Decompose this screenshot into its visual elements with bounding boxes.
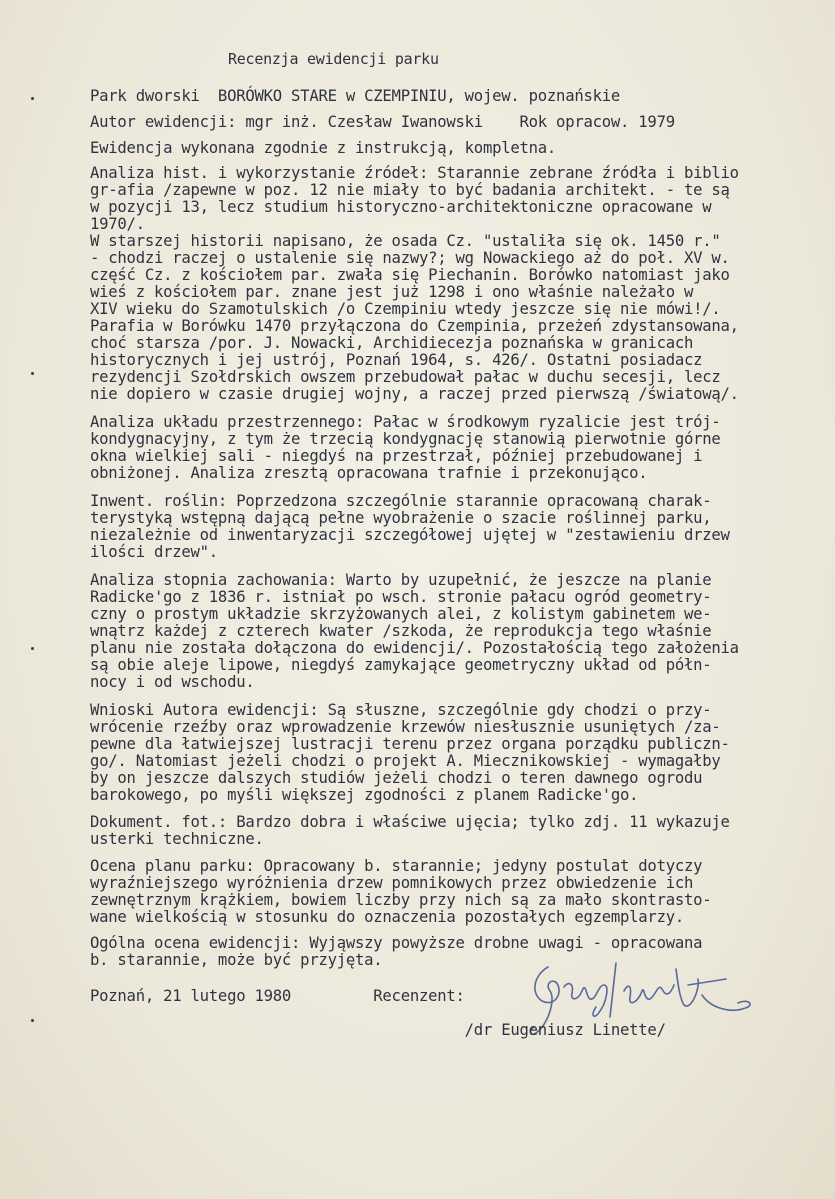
text-line: wyraźniejszego wyróżnienia drzew pomnikowych przez obwiedzenie ich (90, 874, 694, 892)
text-line: Radicke'go z 1836 r. istniał po wsch. stronie pałacu ogród geometry- (90, 588, 712, 606)
text-line: pewne dla łatwiejszej lustracji terenu przez organa porządku publiczn- (90, 735, 730, 753)
text-line: by on jeszcze dalszych studiów jeżeli chodzi o teren dawnego ogrodu (90, 769, 703, 787)
text-line: obniżonej. Analiza zresztą opracowana trafnie i przekonująco. (90, 464, 648, 482)
text-line: Ocena planu parku: Opracowany b. starannie; jedyny postulat dotyczy (90, 857, 703, 875)
text-line: W starszej historii napisano, że osada Cz. "ustaliła się ok. 1450 r." (90, 232, 721, 250)
text-line: kondygnacyjny, z tym że trzecią kondygnację stanowią pierwotnie górne (90, 430, 721, 448)
author-line: Autor ewidencji: mgr inż. Czesław Iwanowski Rok opracow. 1979 (90, 113, 675, 131)
park-name-line: Park dworski BORÓWKO STARE w CZEMPINIU, wojew. poznańskie (90, 87, 621, 105)
text-line: Parafia w Borówku 1470 przyłączona do Czempinia, przeżeń zdystansowana, (90, 317, 739, 335)
text-line: zewnętrznym krążkiem, bowiem liczby przy nich są za mało skontrasto- (90, 891, 712, 909)
text-line: niezależnie od inwentaryzacji szczegółowej ujętej w "zestawieniu drzew (90, 526, 730, 544)
text-line: planu nie została dołączona do ewidencji/. Pozostałością tego założenia (90, 639, 739, 657)
text-line: nocy i od wschodu. (90, 673, 255, 691)
text-line: wrócenie rzeźby oraz wprowadzenie krzewów niesłusznie usuniętych /za- (90, 718, 721, 736)
text-line: wane wielkością w stosunku do oznaczenia pozostałych egzemplarzy. (90, 908, 684, 926)
text-line: Dokument. fot.: Bardzo dobra i właściwe ujęcia; tylko zdj. 11 wykazuje (90, 813, 730, 831)
text-line: 1970/. (90, 215, 145, 233)
place-date-line: Poznań, 21 lutego 1980 Recenzent: (90, 987, 465, 1005)
text-line: historycznych i jej ustrój, Poznań 1964, s. 426/. Ostatni posiadacz (90, 351, 703, 369)
text-line: okna wielkiej sali - niegdyś na przestrzał, później przebudowanej i (90, 447, 703, 465)
margin-dot (31, 372, 34, 375)
text-line: nie dopiero w czasie drugiej wojny, a raczej przed pierwszą /światową/. (90, 385, 739, 403)
text-line: terystyką wstępną dającą pełne wyobrażenie o szacie roślinnej parku, (90, 509, 712, 527)
text-line: wieś z kościołem par. znane jest już 1298 i ono właśnie należało w (90, 283, 694, 301)
text-line: Analiza układu przestrzennego: Pałac w środkowym ryzalicie jest trój- (90, 413, 721, 431)
text-line: gr-afia /zapewne w poz. 12 nie miały to być badania architekt. - te są (90, 181, 730, 199)
text-line: Wnioski Autora ewidencji: Są słuszne, szczególnie gdy chodzi o przy- (90, 701, 712, 719)
text-line: - chodzi raczej o ustalenie się nazwy?; wg Nowackiego aż do poł. XV w. (90, 249, 730, 267)
text-line: barokowego, po myśli większej zgodności z planem Radicke'go. (90, 786, 639, 804)
text-line: Inwent. roślin: Poprzedzona szczególnie starannie opracowaną charak- (90, 492, 712, 510)
text-line: XIV wieku do Szamotulskich /o Czempiniu wtedy jeszcze się nie mówi!/. (90, 300, 721, 318)
margin-dot (31, 97, 34, 100)
text-line: czny o prostym układzie skrzyżowanych alei, z kolistym gabinetem we- (90, 605, 712, 623)
text-line: b. starannie, może być przyjęta. (90, 951, 383, 969)
text-line: ilości drzew". (90, 543, 218, 561)
text-line: Analiza hist. i wykorzystanie źródeł: Starannie zebrane źródła i biblio (90, 164, 739, 182)
document-title: Recenzja ewidencji parku (228, 50, 439, 68)
text-line: część Cz. z kościołem par. zwała się Piechanin. Borówko natomiast jako (90, 266, 730, 284)
text-line: Ogólna ocena ewidencji: Wyjąwszy powyższe drobne uwagi - opracowana (90, 934, 703, 952)
text-line: są obie aleje lipowe, niegdyś zamykające geometryczny układ od półn- (90, 656, 712, 674)
text-line: rezydencji Szołdrskich owszem przebudował pałac w duchu secesji, lecz (90, 368, 721, 386)
text-line: w pozycji 13, lecz studium historyczno-architektoniczne opracowane w (90, 198, 712, 216)
text-line: wnątrz każdej z czterech kwater /szkoda, że reprodukcja tego właśnie (90, 622, 712, 640)
text-line: Analiza stopnia zachowania: Warto by uzupełnić, że jeszcze na planie (90, 571, 712, 589)
text-line: go/. Natomiast jeżeli chodzi o projekt A. Miecznikowskiej - wymagałby (90, 752, 721, 770)
text-line: usterki techniczne. (90, 830, 264, 848)
margin-dot (31, 1019, 34, 1022)
text-line: choć starsza /por. J. Nowacki, Archidiecezja poznańska w granicach (90, 334, 694, 352)
margin-dot (31, 647, 34, 650)
completeness-line: Ewidencja wykonana zgodnie z instrukcją, kompletna. (90, 139, 557, 157)
reviewer-name-line: /dr Eugeniusz Linette/ (90, 1021, 666, 1039)
